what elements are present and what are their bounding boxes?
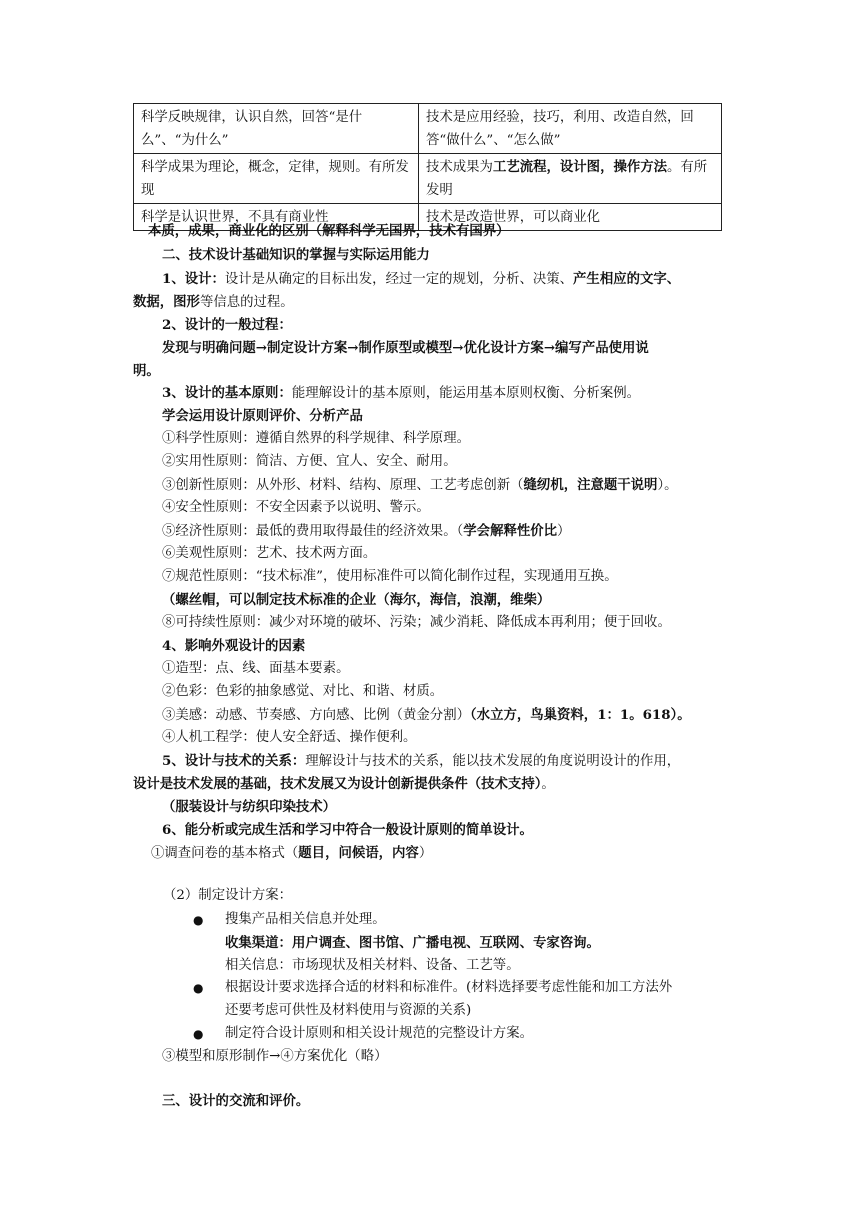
item-text: ） xyxy=(557,524,571,539)
design-process-heading: 2、设计的一般过程： xyxy=(162,317,292,333)
factor-item: ②色彩：色彩的抽象感觉、对比、和谐、材质。 xyxy=(162,684,444,699)
related-information: 相关信息：市场现状及相关材料、设备、工艺等。 xyxy=(225,958,520,973)
item-text: 。 xyxy=(541,777,555,792)
design-technology-relation xyxy=(162,751,680,772)
table-cell: 科学反映规律，认识自然，回答“是什么”、“为什么” xyxy=(134,104,419,154)
item-bold-text: 学会解释性价比 xyxy=(463,523,558,539)
table-cell: 科学是认识世界，不具有商业性 xyxy=(134,204,419,231)
relation-note: （服装设计与纺织印染技术） xyxy=(162,799,337,815)
principle-note: （螺丝帽，可以制定技术标准的企业（海尔，海信，浪潮，维柴） xyxy=(162,592,551,608)
table-cell: 技术是改造世界，可以商业化 xyxy=(419,204,722,231)
bullet-icon: ● xyxy=(193,981,204,995)
plan-bullet-item: 根据设计要求选择合适的材料和标准件。(材料选择要考虑性能和加工方法外 xyxy=(225,980,673,995)
principle-item: ④安全性原则：不安全因素予以说明、警示。 xyxy=(162,500,430,515)
simple-design-heading: 6、能分析或完成生活和学习中符合一般设计原则的简单设计。 xyxy=(162,822,533,838)
table-cell-text: 技术成果为 xyxy=(426,160,493,175)
design-principles-heading xyxy=(162,383,640,404)
item-bold-text: 缝纫机，注意题干说明 xyxy=(523,477,658,493)
section-heading-2: 二、技术设计基础知识的掌握与实际运用能力 xyxy=(162,247,430,263)
principle-item xyxy=(162,521,570,542)
factor-item: ①造型：点、线、面基本要素。 xyxy=(162,661,350,676)
principle-item xyxy=(162,475,678,496)
item-text: ①调查问卷的基本格式（ xyxy=(151,846,299,861)
design-process-flow: 发现与明确问题→制定设计方案→制作原型或模型→优化设计方案→编写产品使用说 xyxy=(162,340,649,356)
model-and-optimization: ③模型和原形制作→④方案优化（略） xyxy=(162,1049,388,1064)
principles-learn-line: 学会运用设计原则评价、分析产品 xyxy=(162,408,363,424)
item-text: 能理解设计的基本原则，能运用基本原则权衡、分析案例。 xyxy=(291,386,640,401)
design-definition-continued xyxy=(133,292,294,313)
item-heading: 5、设计与技术的关系： xyxy=(162,753,306,769)
item-heading: 3、设计的基本原则： xyxy=(162,385,292,401)
table-cell: 科学成果为理论，概念，定律，规则。有所发现 xyxy=(134,154,419,204)
summary-line: 本质，成果，商业化的区别（解释科学无国界，技术有国界） xyxy=(148,223,510,239)
item-bold-text: 题目，问候语，内容 xyxy=(298,845,419,861)
item-text: 等信息的过程。 xyxy=(199,295,294,310)
plan-bullet-item: 搜集产品相关信息并处理。 xyxy=(225,912,386,927)
questionnaire-format xyxy=(151,843,432,864)
design-plan-heading: （2）制定设计方案： xyxy=(163,888,293,903)
principle-item: ②实用性原则：简洁、方便、宜人、安全、耐用。 xyxy=(162,454,457,469)
table-cell-text: 。有所发明 xyxy=(426,160,708,198)
item-text: ③创新性原则：从外形、材料、结构、原理、工艺考虑创新（ xyxy=(162,478,524,493)
principle-item: ①科学性原则：遵循自然界的科学规律、科学原理。 xyxy=(162,431,470,446)
item-bold-text: 设计是技术发展的基础，技术发展又为设计创新提供条件（技术支持） xyxy=(133,776,542,792)
factor-item: ④人机工程学：使人安全舒适、操作便利。 xyxy=(162,730,417,745)
design-process-flow-end: 明。 xyxy=(133,363,160,379)
table-row xyxy=(134,104,722,154)
item-heading: 1、设计： xyxy=(162,271,225,287)
table-cell: 技术是应用经验，技巧，利用、改造自然，回答“做什么”、“怎么做” xyxy=(419,104,722,154)
principle-item: ⑥美观性原则：艺术、技术两方面。 xyxy=(162,546,377,561)
plan-bullet-item: 制定符合设计原则和相关设计规范的完整设计方案。 xyxy=(225,1026,533,1041)
principle-item: ⑧可持续性原则：减少对环境的破坏、污染；减少消耗、降低成本再利用；便于回收。 xyxy=(162,615,671,630)
table-cell-bold-text: 工艺流程，设计图，操作方法 xyxy=(492,159,668,175)
item-text: ） xyxy=(418,846,433,861)
item-text: ③美感：动感、节奏感、方向感、比例（黄金分割） xyxy=(162,708,470,723)
appearance-factors-heading: 4、影响外观设计的因素 xyxy=(162,638,306,654)
item-bold-text: 数据，图形 xyxy=(133,294,200,310)
table-row xyxy=(134,154,722,204)
principle-item: ⑦规范性原则：“技术标准”，使用标准件可以简化制作过程，实现通用互换。 xyxy=(162,569,618,584)
collection-channels: 收集渠道：用户调查、图书馆、广播电视、互联网、专家咨询。 xyxy=(225,935,600,951)
factor-item xyxy=(162,705,691,726)
plan-bullet-item-continued: 还要考虑可供性及材料使用与资源的关系) xyxy=(225,1003,472,1018)
item-text: 设计是从确定的目标出发，经过一定的规划，分析、决策、 xyxy=(224,272,574,287)
science-technology-comparison-table xyxy=(133,103,722,231)
section-heading-3: 三、设计的交流和评价。 xyxy=(162,1093,310,1109)
item-text: ）。 xyxy=(657,478,678,493)
item-text: 理解设计与技术的关系，能以技术发展的角度说明设计的作用， xyxy=(305,754,681,769)
item-text: ⑤经济性原则：最低的费用取得最佳的经济效果。（ xyxy=(162,524,464,539)
bullet-icon: ● xyxy=(193,913,204,927)
bullet-icon: ● xyxy=(193,1027,204,1041)
item-bold-text: 产生相应的文字、 xyxy=(573,271,681,287)
item-bold-text: （水立方，鸟巢资料，1：1。618）。 xyxy=(469,707,691,723)
design-technology-relation-continued xyxy=(133,774,555,795)
design-definition xyxy=(162,269,680,290)
table-cell xyxy=(419,154,722,204)
